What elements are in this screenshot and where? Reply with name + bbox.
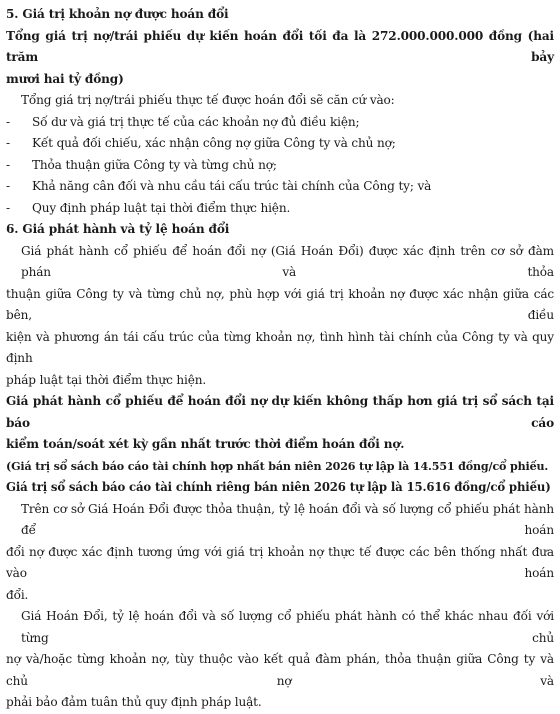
bullet-dash: - — [6, 179, 10, 193]
section-6-para-3-line-1: Giá Hoán Đổi, tỷ lệ hoán đổi và số lượng cổ phiếu phát hành có thể khác nhau đối với từng chủ — [21, 609, 554, 645]
section-6-bold-line-2: kiểm toán/soát xét kỳ gần nhất trước thời điểm hoán đổi nợ. — [6, 437, 405, 451]
section-6-para-2-line-1: Trên cơ sở Giá Hoán Đổi được thỏa thuận, tỷ lệ hoán đổi và số lượng cổ phiếu phát hành để hoán — [21, 501, 554, 537]
list-item — [6, 198, 554, 220]
bullet-dash: - — [6, 114, 10, 129]
list-item-text: Khả năng cân đối và nhu cầu tái cấu trúc tài chính của Công ty; và — [32, 179, 432, 193]
section-5-heading: 5. Giá trị khoản nợ được hoán đổi — [6, 7, 229, 21]
bullet-dash: - — [6, 200, 10, 215]
section-5-total-line-2: mươi hai tỷ đồng) — [6, 71, 124, 86]
section-6-bold-line-1: Giá phát hành cổ phiếu để hoán đổi nợ dự kiến không thấp hơn giá trị sổ sách tại báo cáo — [6, 394, 554, 430]
section-6-para-2-line-2: đổi nợ được xác định tương ứng với giá trị khoản nợ thực tế được các bên thống nhất đưa vào hoán — [6, 544, 554, 580]
document-page — [6, 4, 554, 714]
section-6-para-1-line-1: Giá phát hành cổ phiếu để hoán đổi nợ (Giá Hoán Đổi) được xác định trên cơ sở đàm phán và thỏa — [21, 243, 554, 279]
section-6-para-1-line-3: kiện và phương án tái cấu trúc của từng khoản nợ, tình hình tài chính của Công ty và quy định — [6, 329, 554, 365]
list-item — [6, 133, 554, 155]
list-item-text: Quy định pháp luật tại thời điểm thực hiện. — [32, 200, 291, 215]
list-item — [6, 155, 554, 177]
section-6-para-2-line-3: đổi. — [6, 587, 29, 602]
section-6-bold-line-4: Giá trị sổ sách báo cáo tài chính riêng bán niên 2026 tự lập là 15.616 đồng/cổ phiếu) — [6, 480, 551, 494]
section-6-heading: 6. Giá phát hành và tỷ lệ hoán đổi — [6, 222, 230, 236]
section-5-total-line-1: Tổng giá trị nợ/trái phiếu dự kiến hoán đổi tối đa là 272.000.000.000 đồng (hai trăm bảy — [6, 28, 554, 64]
section-5-intro: Tổng giá trị nợ/trái phiếu thực tế được hoán đổi sẽ căn cứ vào: — [21, 93, 395, 107]
bullet-dash: - — [6, 157, 10, 172]
section-6-para-1-line-4: pháp luật tại thời điểm thực hiện. — [6, 372, 207, 387]
list-item-text: Thỏa thuận giữa Công ty và từng chủ nợ; — [32, 157, 277, 172]
list-item-text: Số dư và giá trị thực tế của các khoản nợ đủ điều kiện; — [32, 114, 360, 129]
list-item — [6, 112, 554, 134]
section-6-bold-line-3: (Giá trị sổ sách báo cáo tài chính hợp nhất bán niên 2026 tự lập là 14.551 đồng/cổ phiếu. — [6, 459, 549, 473]
section-6-para-3-line-2: nợ và/hoặc từng khoản nợ, tùy thuộc vào kết quả đàm phán, thỏa thuận giữa Công ty và chủ nợ và — [6, 652, 554, 688]
list-item-text: Kết quả đối chiếu, xác nhận công nợ giữa Công ty và chủ nợ; — [32, 136, 396, 150]
bullet-dash: - — [6, 136, 10, 150]
section-6-para-1-line-2: thuận giữa Công ty và từng chủ nợ, phù hợp với giá trị khoản nợ được xác nhận giữa các bên, điều — [6, 286, 554, 322]
section-6-para-3-line-3: phải bảo đảm tuân thủ quy định pháp luật. — [6, 695, 262, 709]
list-item — [6, 176, 554, 198]
